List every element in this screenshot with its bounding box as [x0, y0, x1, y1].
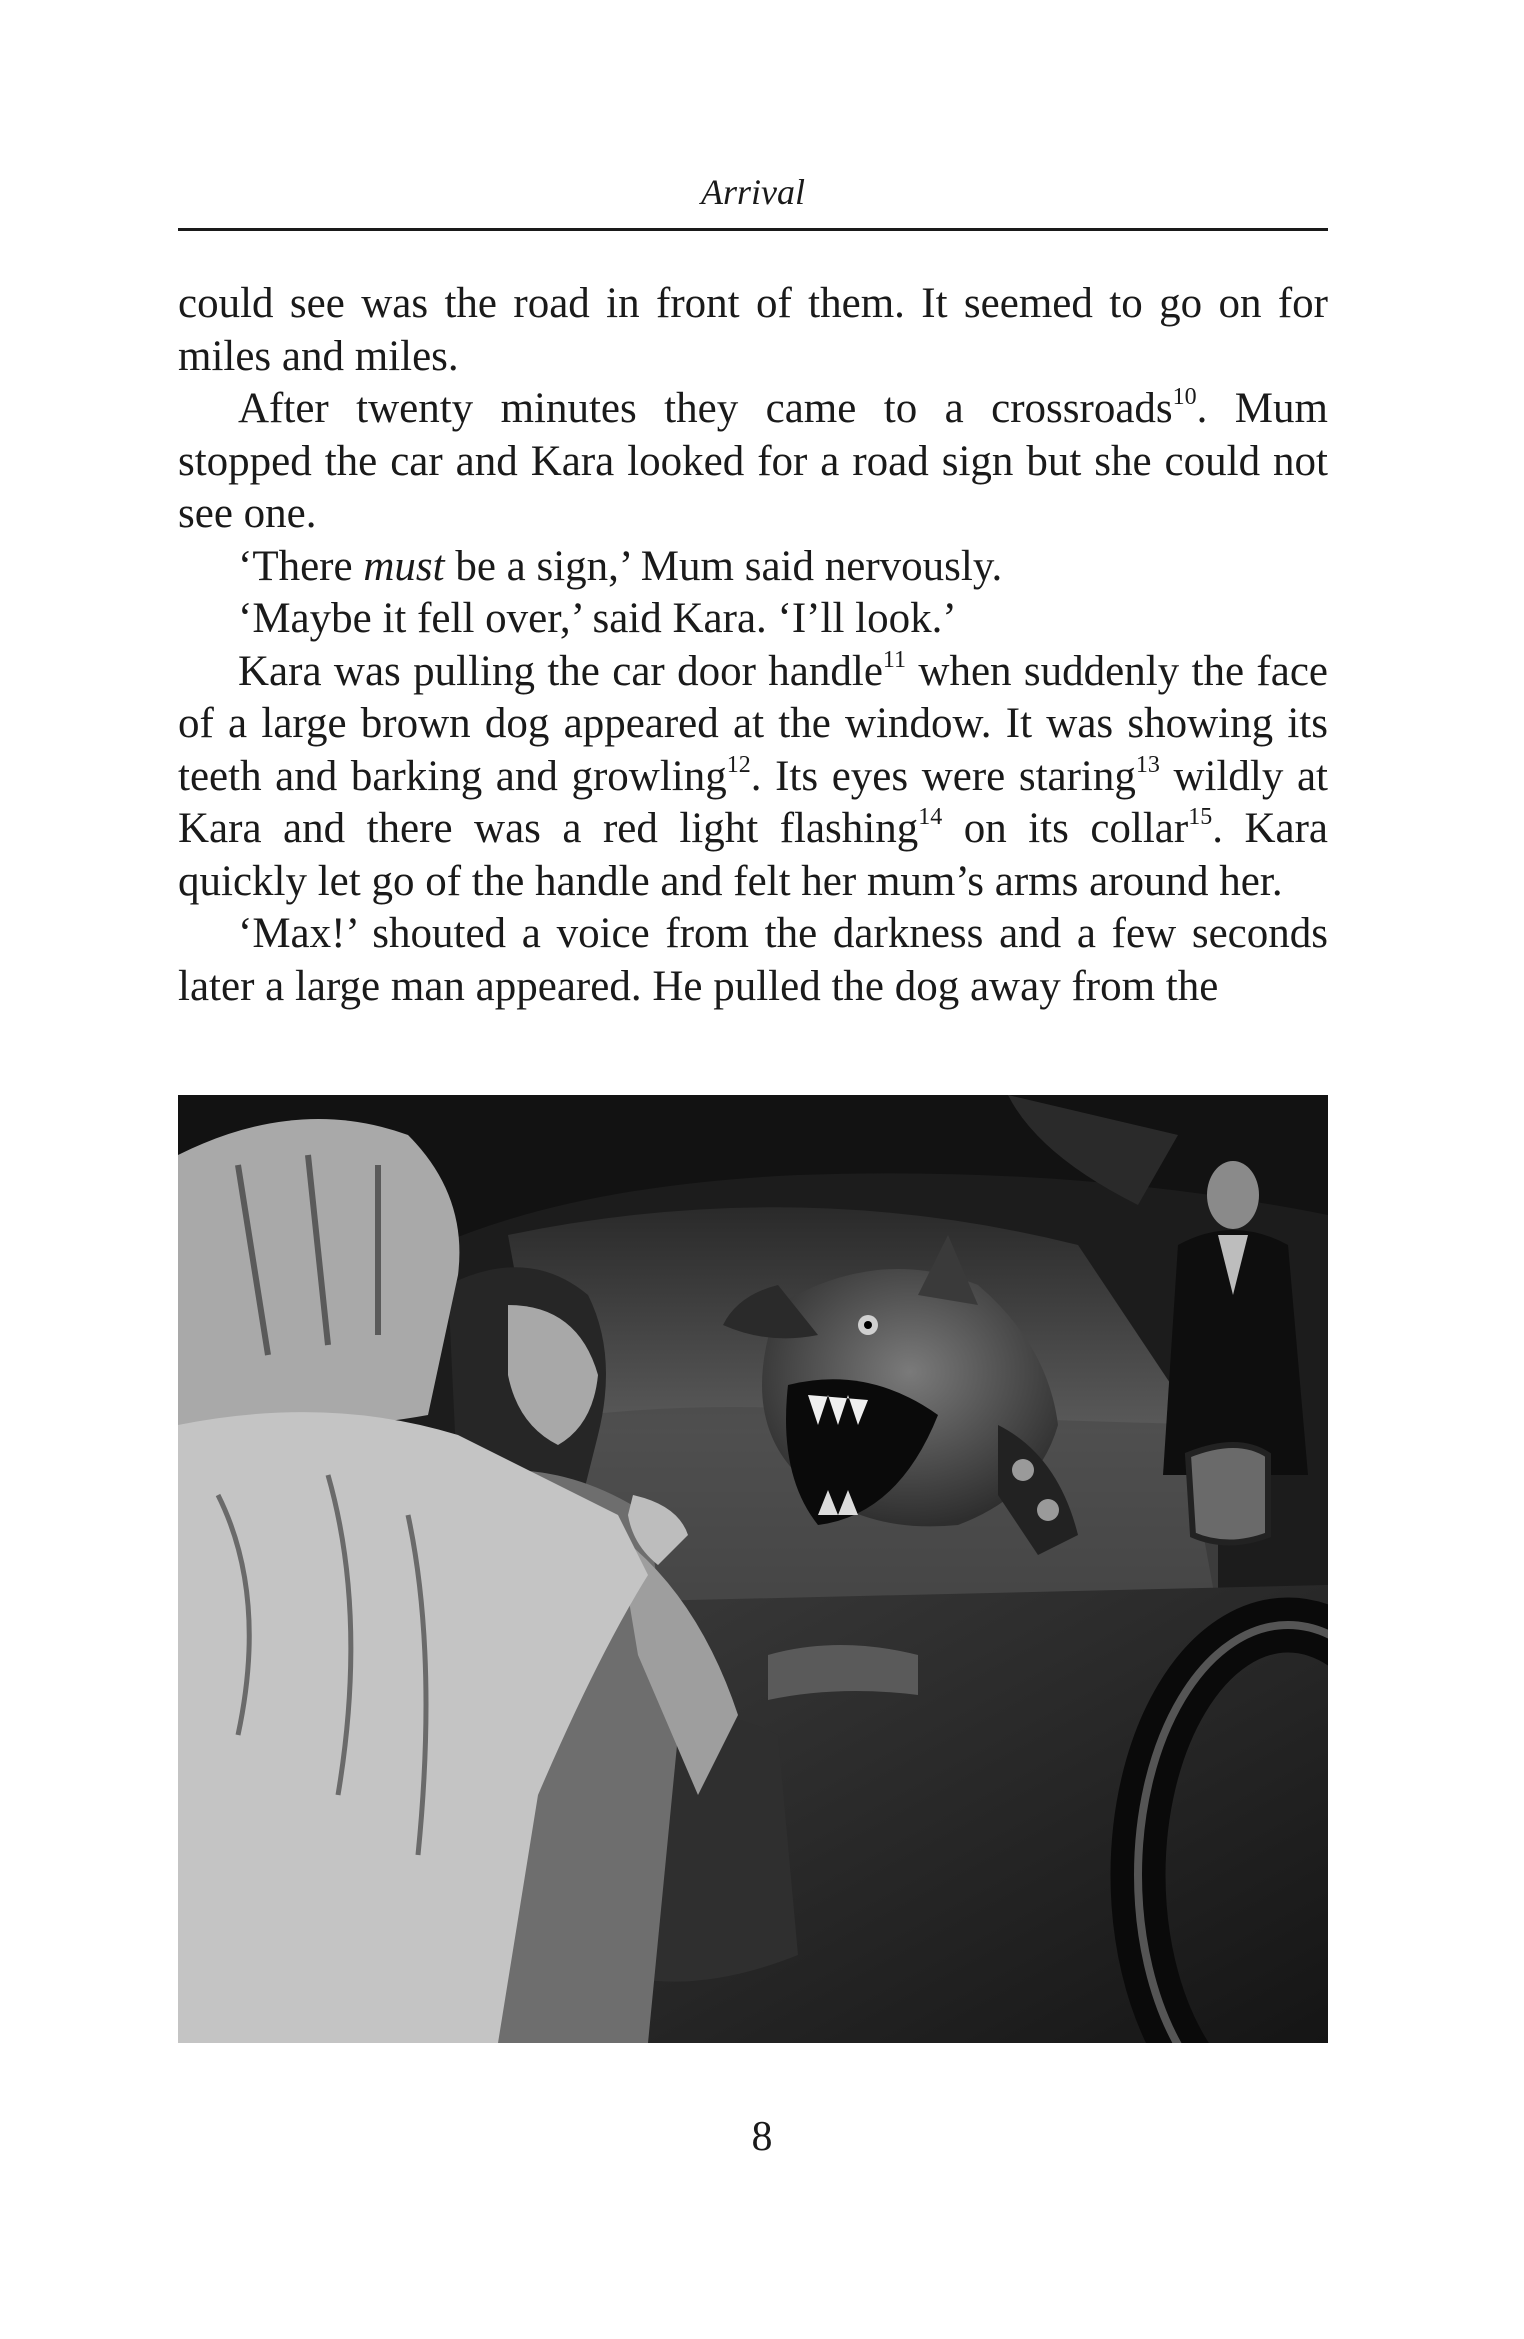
footnote-marker: 11 — [882, 646, 907, 673]
running-title: Arrival — [701, 172, 805, 212]
paragraph — [178, 383, 1328, 541]
footnote-marker: 14 — [918, 804, 943, 830]
footnote-marker: 15 — [1188, 804, 1213, 830]
side-mirror — [1188, 1445, 1268, 1543]
text-run: After twenty minutes they came to a crossroads — [238, 385, 1173, 432]
emphasis: must — [363, 542, 445, 590]
header-rule — [178, 228, 1328, 231]
text-run: . Kara quickly let go of the handle and felt her mum’s arms around her. — [178, 805, 1329, 905]
text-run: . Its eyes were staring — [750, 752, 1136, 800]
text-run: could see was the road in front of them. It seemed to go on for miles and miles. — [178, 280, 1328, 380]
body-text — [178, 278, 1328, 1013]
text-run: wildly at Kara and there was a red light flashing — [178, 752, 1328, 852]
footnote-marker: 10 — [1172, 384, 1197, 410]
footnote-marker: 13 — [1135, 751, 1160, 778]
text-run: on its collar — [942, 805, 1189, 852]
text-run: when suddenly the face of a large brown dog appeared at the window. It was showing its teeth and barking and growling — [178, 647, 1329, 800]
paragraph — [178, 278, 1328, 383]
text-run: . Mum stopped the car and Kara looked for a road sign but she could not see one. — [178, 385, 1328, 537]
illustration-drawing — [178, 1095, 1328, 2043]
text-run: ‘There — [238, 542, 364, 590]
text-run: ‘Maybe it fell over,’ said Kara. ‘I’ll look.’ — [238, 595, 957, 642]
paragraph — [178, 593, 1328, 646]
story-illustration — [178, 1095, 1328, 2043]
footnote-marker: 12 — [726, 751, 751, 778]
text-run: be a sign,’ Mum said nervously. — [444, 542, 1003, 590]
page-number: 8 — [751, 2114, 773, 2160]
paragraph — [178, 541, 1328, 594]
text-run: Kara was pulling the car door handle — [238, 647, 883, 695]
text-run: ‘Max!’ shouted a voice from the darkness and a few seconds later a large man appeared. He pulled the dog away from the — [178, 910, 1328, 1010]
paragraph — [178, 908, 1328, 1013]
paragraph — [178, 646, 1328, 909]
